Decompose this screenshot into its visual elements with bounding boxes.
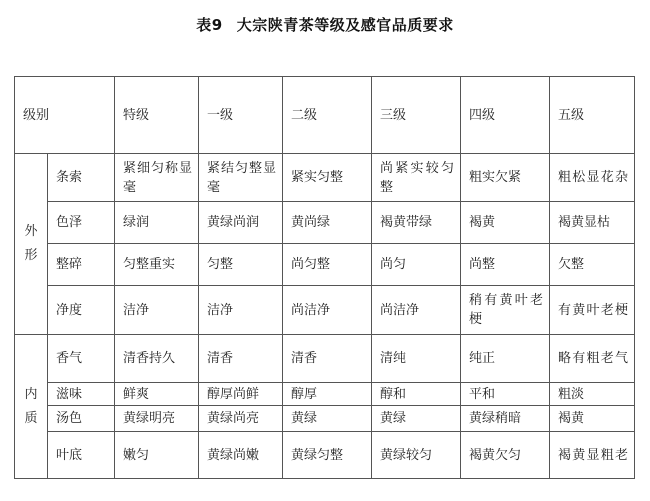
header-grade: 五级: [550, 77, 635, 154]
table-cell: 匀整: [199, 244, 283, 286]
table-cell: 尚洁净: [372, 286, 461, 335]
group-label-quality: 内 质: [15, 335, 48, 479]
table-title: [0, 14, 650, 35]
table-cell: 紧细匀称显毫: [115, 154, 199, 202]
table-cell: 尚紧实较匀整: [372, 154, 461, 202]
factor-label: 香气: [48, 335, 115, 383]
table-cell: 洁净: [115, 286, 199, 335]
table-cell: 粗实欠紧: [461, 154, 550, 202]
group-label-appearance: 外 形: [15, 154, 48, 335]
table-cell: 纯正: [461, 335, 550, 383]
table-cell: 平和: [461, 383, 550, 406]
table-cell: 醇厚: [283, 383, 372, 406]
table-cell: 清香持久: [115, 335, 199, 383]
table-cell: 褐黄: [461, 202, 550, 244]
factor-label: 整碎: [48, 244, 115, 286]
table-cell: 稍有黄叶老梗: [461, 286, 550, 335]
table-cell: 黄绿明亮: [115, 406, 199, 432]
table-cell: 清香: [199, 335, 283, 383]
grade-table: [14, 76, 635, 479]
table-cell: 黄绿: [283, 406, 372, 432]
table-cell: 醇和: [372, 383, 461, 406]
table-row: [15, 406, 635, 432]
table-cell: 黄绿尚润: [199, 202, 283, 244]
header-grade: 特级: [115, 77, 199, 154]
table-row: [15, 432, 635, 479]
header-grade: 二级: [283, 77, 372, 154]
factor-label: 汤色: [48, 406, 115, 432]
table-cell: 嫩匀: [115, 432, 199, 479]
table-cell: 尚整: [461, 244, 550, 286]
factor-label: 滋味: [48, 383, 115, 406]
table-cell: 略有粗老气: [550, 335, 635, 383]
table-cell: 紧结匀整显毫: [199, 154, 283, 202]
header-row: [15, 77, 635, 154]
table-cell: 尚匀: [372, 244, 461, 286]
table-cell: 粗淡: [550, 383, 635, 406]
table-cell: 有黄叶老梗: [550, 286, 635, 335]
table-cell: 尚匀整: [283, 244, 372, 286]
factor-label: 净度: [48, 286, 115, 335]
table-caption: 大宗陕青茶等级及感官品质要求: [236, 16, 454, 34]
header-grade: 三级: [372, 77, 461, 154]
table-cell: 黄尚绿: [283, 202, 372, 244]
table-cell: 黄绿尚嫩: [199, 432, 283, 479]
header-grade: 一级: [199, 77, 283, 154]
table-cell: 绿润: [115, 202, 199, 244]
table-cell: 粗松显花杂: [550, 154, 635, 202]
table-number: 表9: [196, 16, 223, 34]
table-cell: 鲜爽: [115, 383, 199, 406]
table-cell: 褐黄显粗老: [550, 432, 635, 479]
table-cell: 黄绿尚亮: [199, 406, 283, 432]
header-grade: 四级: [461, 77, 550, 154]
factor-label: 条索: [48, 154, 115, 202]
table-row: [15, 244, 635, 286]
table-cell: 紧实匀整: [283, 154, 372, 202]
header-category: 级别: [15, 77, 115, 154]
table-cell: 清纯: [372, 335, 461, 383]
table-cell: 清香: [283, 335, 372, 383]
table-row: [15, 286, 635, 335]
factor-label: 叶底: [48, 432, 115, 479]
table-row: [15, 154, 635, 202]
table-cell: 洁净: [199, 286, 283, 335]
table-cell: 黄绿: [372, 406, 461, 432]
table-row: [15, 383, 635, 406]
factor-label: 色泽: [48, 202, 115, 244]
table-cell: 黄绿稍暗: [461, 406, 550, 432]
table-cell: 褐黄带绿: [372, 202, 461, 244]
table-cell: 褐黄显枯: [550, 202, 635, 244]
table-row: [15, 202, 635, 244]
table-cell: 醇厚尚鲜: [199, 383, 283, 406]
table-cell: 黄绿匀整: [283, 432, 372, 479]
table-cell: 褐黄: [550, 406, 635, 432]
table-cell: 尚洁净: [283, 286, 372, 335]
table-row: [15, 335, 635, 383]
table-cell: 欠整: [550, 244, 635, 286]
table-cell: 匀整重实: [115, 244, 199, 286]
table-cell: 褐黄欠匀: [461, 432, 550, 479]
table-cell: 黄绿较匀: [372, 432, 461, 479]
